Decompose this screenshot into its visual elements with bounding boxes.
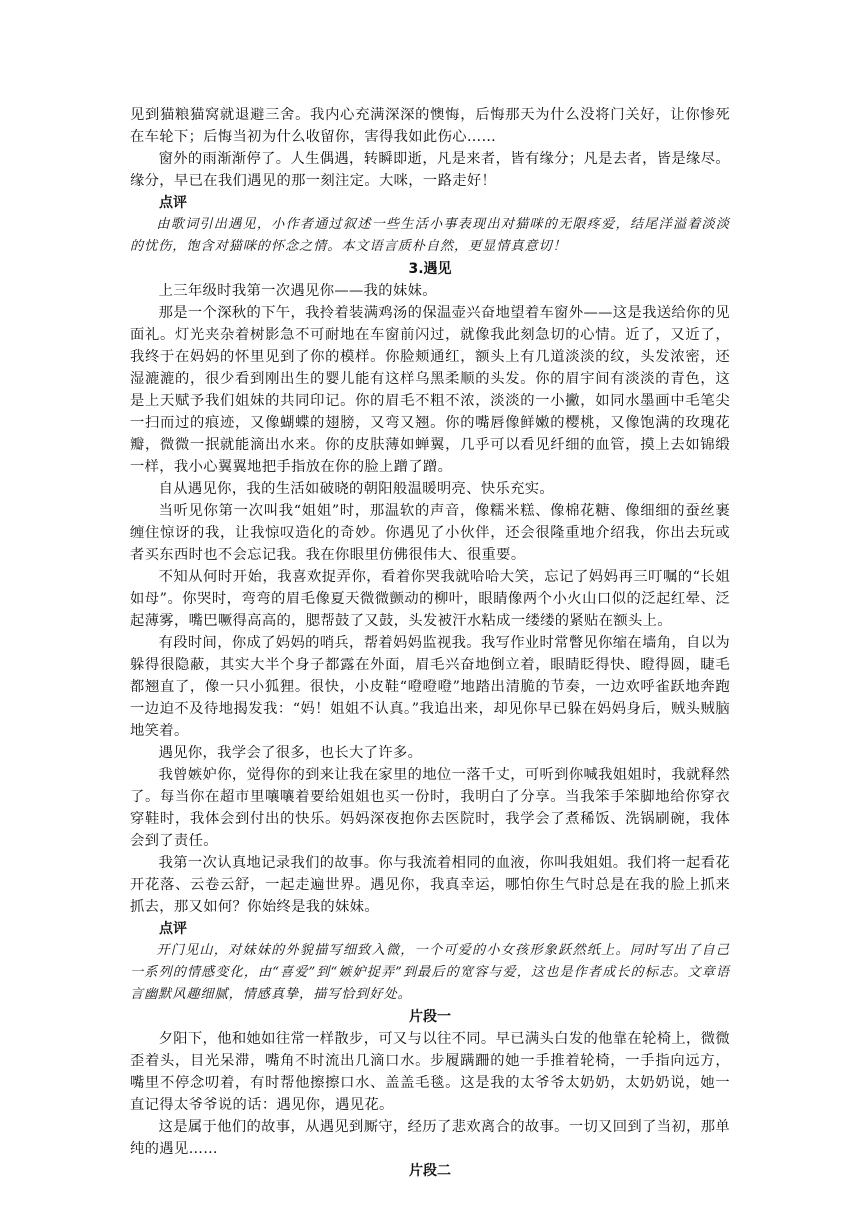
fragment-title: 片段二 xyxy=(409,1163,451,1179)
comment-label: 点评 xyxy=(159,195,187,211)
essay-paragraph: 不知从何时开始，我喜欢捉弄你，看着你哭我就哈哈大笑，忘记了妈妈再三叮嘱的“长姐如母”。你哭时，弯弯的眉毛像夏天微微颤动的柳叶，眼睛像两个小火山口似的泛起红晕、泛起薄雾，嘴巴噘得高高的，腮帮鼓了又鼓，头发被汗水粘成一缕缕的紧贴在额头上。 xyxy=(130,569,730,629)
fragment-paragraph: 夕阳下，他和她如往常一样散步，可又与以往不同。早已满头白发的他靠在轮椅上，微微歪着头，目光呆滞，嘴角不时流出几滴口水。步履蹒跚的她一手推着轮椅，一手指向远方，嘴里不停念叨着，有时帮他擦擦口水、盖盖毛毯。这是我的太爷爷太奶奶，太奶奶说，她一直记得太爷爷说的话：遇见你，遇见花。 xyxy=(130,1031,730,1113)
comment-label: 点评 xyxy=(159,921,187,937)
fragment-title: 片段一 xyxy=(409,1009,451,1025)
intro-paragraph: 窗外的雨渐渐停了。人生偶遇，转瞬即逝，凡是来者，皆有缘分；凡是去者，皆是缘尽。缘分，早已在我们遇见的那一刻注定。大咪，一路走好！ xyxy=(130,151,730,189)
comment-text: 开门见山，对妹妹的外貌描写细致入微，一个可爱的小女孩形象跃然纸上。同时写出了自己一系列的情感变化，由“喜爱”到“嫉妒捉弄”到最后的宽容与爱，这也是作者成长的标志。文章语言幽默风趣细腻，情感真挚，描写恰到好处。 xyxy=(130,943,730,1002)
essay-paragraph: 我第一次认真地记录我们的故事。你与我流着相同的血液，你叫我姐姐。我们将一起看花开花落、云卷云舒，一起走遍世界。遇见你，我真幸运，哪怕你生气时总是在我的脸上抓来抓去，那又如何？你始终是我的妹妹。 xyxy=(130,855,730,915)
essay-paragraph: 我曾嫉妒你，觉得你的到来让我在家里的地位一落千丈，可听到你喊我姐姐时，我就释然了。每当你在超市里嚷嚷着要给姐姐也买一份时，我明白了分享。当我笨手笨脚地给你穿衣穿鞋时，我体会到付出的快乐。妈妈深夜抱你去医院时，我学会了煮稀饭、洗锅刷碗，我体会到了责任。 xyxy=(130,767,730,849)
essay-paragraph: 有段时间，你成了妈妈的哨兵，帮着妈妈监视我。我写作业时常瞥见你缩在墙角，自以为躲得很隐蔽，其实大半个身子都露在外面，眉毛兴奋地倒立着，眼睛眨得快、瞪得圆，睫毛都翘直了，像一只小狐狸。很快，小皮鞋“噔噔噔”地踏出清脆的节奏，一边欢呼雀跃地奔跑一边迫不及待地揭发我：“妈！姐姐不认真。”我追出来，却见你早已躲在妈妈身后，贼头贼脑地笑着。 xyxy=(130,635,730,739)
essay-paragraph: 上三年级时我第一次遇见你——我的妹妹。 xyxy=(158,283,437,299)
essay-paragraph: 当听见你第一次叫我“姐姐”时，那温软的声音，像糯米糕、像棉花糖、像细细的蚕丝裹缠住惊讶的我，让我惊叹造化的奇妙。你遇见了小伙伴，还会很隆重地介绍我，你出去玩或者买东西时也不会忘记我。我在你眼里仿佛很伟大、很重要。 xyxy=(130,503,730,563)
fragment-paragraph: 这是属于他们的故事，从遇见到厮守，经历了悲欢离合的故事。一切又回到了当初，那单纯的遇见…… xyxy=(130,1119,730,1157)
essay-title: 3.遇见 xyxy=(408,261,452,277)
essay-paragraph: 自从遇见你，我的生活如破晓的朝阳般温暖明亮、快乐充实。 xyxy=(158,481,555,497)
essay-paragraph: 遇见你，我学会了很多，也长大了许多。 xyxy=(158,745,423,761)
comment-text: 由歌词引出遇见，小作者通过叙述一些生活小事表现出对猫咪的无限疼爱，结尾洋溢着淡淡的忧伤，饱含对猫咪的怀念之情。本文语言质朴自然，更显情真意切！ xyxy=(130,217,730,254)
intro-paragraph: 见到猫粮猫窝就退避三舍。我内心充满深深的懊悔，后悔那天为什么没将门关好，让你惨死在车轮下；后悔当初为什么收留你，害得我如此伤心…… xyxy=(130,107,730,145)
essay-paragraph: 那是一个深秋的下午，我拎着装满鸡汤的保温壶兴奋地望着车窗外——这是我送给你的见面礼。灯光夹杂着树影急不可耐地在车窗前闪过，就像我此刻急切的心情。近了，又近了，我终于在妈妈的怀里见到了你的模样。你脸颊通红，额头上有几道淡淡的纹，头发浓密，还湿漉漉的，很少看到刚出生的婴儿能有这样乌黑柔顺的头发。你的眉宇间有淡淡的青色，这是上天赋予我们姐妹的共同印记。你的眉毛不粗不浓，淡淡的一小撇，如同水墨画中毛笔尖一扫而过的痕迹，又像蝴蝶的翅膀，又弯又翘。你的嘴唇像鲜嫩的樱桃，又像饱满的玫瑰花瓣，微微一抿就能滴出水来。你的皮肤薄如蝉翼，几乎可以看见纤细的血管，摸上去如锦缎一样，我小心翼翼地把手指放在你的脸上蹭了蹭。 xyxy=(130,305,730,475)
